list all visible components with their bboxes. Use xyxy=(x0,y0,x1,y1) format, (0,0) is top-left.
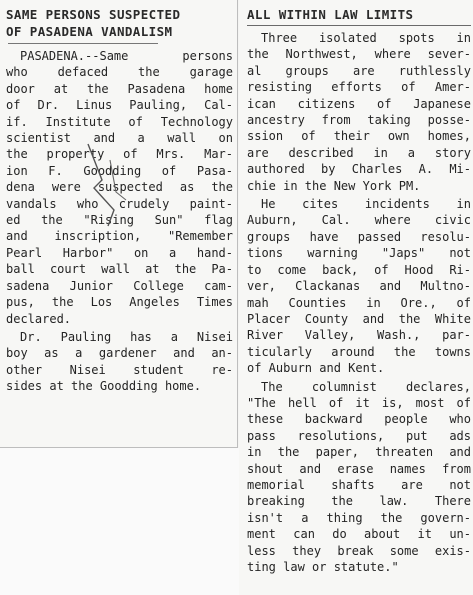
right-article-text-line: authored by Charles A. Mi- xyxy=(247,162,471,177)
left-article-text-line: Dr. Pauling has a Nisei xyxy=(20,329,233,344)
right-article-text-line: River Valley, Wash., par- xyxy=(247,328,471,343)
left-article-text-line: door at the Pasadena home xyxy=(6,81,233,96)
right-article xyxy=(239,0,473,595)
right-article-paragraph xyxy=(247,30,471,194)
left-article-text-line: pus, the Los Angeles Times xyxy=(6,295,233,310)
left-article-text-line: ed the "Rising Sun" flag xyxy=(6,213,233,228)
left-article-text-line: PASADENA.--Same persons xyxy=(20,49,233,63)
right-article-text-line: ver, Clackanas and Multno- xyxy=(247,279,471,294)
right-article-text-line: ment can do about it un- xyxy=(247,527,471,542)
left-article-text-line: dena were suspected as the xyxy=(6,180,233,195)
right-article-text-line: breaking the law. There xyxy=(247,494,471,509)
right-article-paragraph xyxy=(247,196,471,376)
left-article-text-line: who defaced the garage xyxy=(6,65,233,80)
right-article-text-line: of Auburn and Kent. xyxy=(247,361,385,376)
right-headline: ALL WITHIN LAW LIMITS xyxy=(247,6,471,26)
right-article-text-line: Auburn, Cal. where civic xyxy=(247,213,471,228)
right-article-text-line: ticularly around the towns xyxy=(247,344,471,359)
right-article-text-line: ican citizens of Japanese xyxy=(247,96,471,111)
left-article xyxy=(0,0,238,448)
left-headline-line-1: SAME PERSONS SUSPECTED xyxy=(6,7,181,22)
right-article-text-line: are described in a story xyxy=(247,145,471,160)
right-article-text-line: to come back, of Hood Ri- xyxy=(247,262,471,277)
right-article-text-line: pass resolutions, put ads xyxy=(247,428,471,443)
left-article-paragraph xyxy=(6,48,233,327)
left-headline-line-2: OF PASADENA VANDALISM xyxy=(6,24,173,39)
right-article-text-line: in the paper, threaten and xyxy=(247,445,471,460)
right-article-text-line: groups have passed resolu- xyxy=(247,229,471,244)
right-article-text-line: ancestry from taking posse- xyxy=(247,113,471,128)
right-article-body xyxy=(247,30,471,575)
left-article-text-line: ion F. Goodding of Pasa- xyxy=(6,163,233,178)
left-article-text-line: boy as a gardener and an- xyxy=(6,346,233,361)
right-article-text-line: ting law or statute." xyxy=(247,560,399,574)
right-article-text-line: He cites incidents in xyxy=(261,197,471,212)
left-article-paragraph xyxy=(6,329,233,395)
right-article-text-line: less they break some exis- xyxy=(247,543,471,558)
left-headline-rule xyxy=(8,43,158,44)
right-article-text-line: isn't a thing the govern- xyxy=(247,510,471,525)
right-article-text-line: chie in the New York PM. xyxy=(247,178,421,193)
right-article-text-line: "The hell of it is, most of xyxy=(247,395,471,410)
left-article-body xyxy=(6,48,233,395)
left-article-text-line: ball court wall at the Pa- xyxy=(6,262,233,277)
right-article-text-line: tions warning "Japs" not xyxy=(247,246,471,261)
right-article-text-line: these backward people who xyxy=(247,412,471,427)
left-article-text-line: the property of Mrs. Mar- xyxy=(6,147,233,162)
left-article-text-line: declared. xyxy=(6,311,72,326)
left-article-text-line: sadena Junior College cam- xyxy=(6,278,233,293)
right-article-text-line: shout and erase names from xyxy=(247,461,471,476)
right-article-paragraph xyxy=(247,379,471,576)
left-article-text-line: Pearl Harbor" on a hand- xyxy=(6,245,233,260)
left-article-text-line: of Dr. Linus Pauling, Cal- xyxy=(6,98,233,113)
right-article-text-line: Three isolated spots in xyxy=(261,31,471,45)
left-headline xyxy=(6,6,233,40)
left-article-text-line: other Nisei student re- xyxy=(6,362,233,377)
right-article-text-line: the Northwest, where sever- xyxy=(247,47,471,62)
right-article-text-line: mah Counties in Ore., of xyxy=(247,295,471,310)
right-article-text-line: Placer County and the White xyxy=(247,311,471,326)
right-article-text-line: memorial shafts are not xyxy=(247,477,471,492)
left-article-text-line: sides at the Goodding home. xyxy=(6,379,202,394)
right-article-text-line: al groups are ruthlessly xyxy=(247,63,471,78)
left-article-text-line: vandals who crudely paint- xyxy=(6,196,233,211)
left-article-text-line: if. Institute of Technology xyxy=(6,114,233,129)
right-article-text-line: resisting efforts of Amer- xyxy=(247,80,471,95)
left-article-text-line: scientist and a wall on xyxy=(6,131,233,146)
right-article-text-line: The columnist declares, xyxy=(261,379,471,394)
right-article-text-line: ssion of their own homes, xyxy=(247,129,471,144)
left-article-text-line: and inscription, "Remember xyxy=(6,229,233,244)
blank-area xyxy=(0,448,239,595)
